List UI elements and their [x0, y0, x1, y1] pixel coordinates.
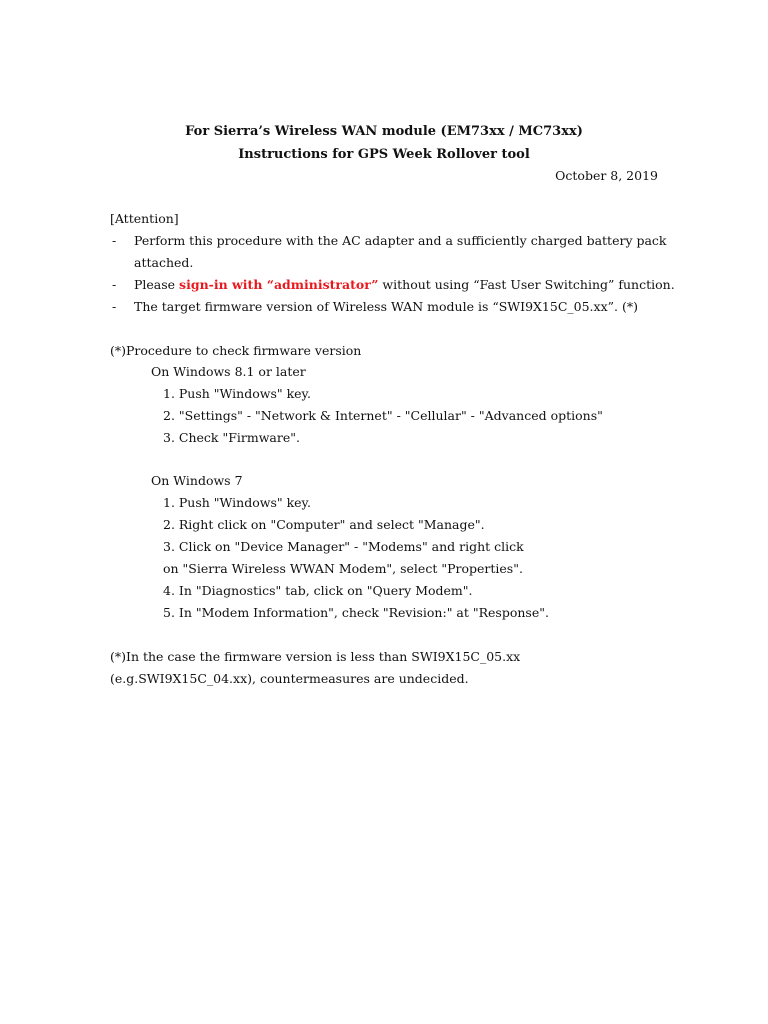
- win81-step-3: 3. Check "Firmware".: [163, 430, 300, 445]
- footnote-line-1: (*)In the case the firmware version is less than SWI9X15C_05.xx: [110, 649, 521, 664]
- item-2-suffix: without using “Fast User Switching” function.: [378, 277, 675, 292]
- attention-item-2-text: [134, 276, 675, 294]
- win7-step-1: 1. Push "Windows" key.: [163, 495, 311, 510]
- bullet-mark: -: [112, 277, 117, 292]
- attention-heading: [Attention]: [110, 211, 179, 226]
- win81-step-1: 1. Push "Windows" key.: [163, 386, 311, 401]
- attention-item-3-text: The target firmware version of Wireless WAN module is “SWI9X15C_05.xx”. (*): [134, 299, 638, 314]
- attention-item-3: [0, 298, 768, 316]
- attention-item-2: [0, 276, 768, 294]
- win7-label: On Windows 7: [151, 473, 243, 488]
- win7-step-4: 4. In "Diagnostics" tab, click on "Query Modem".: [163, 583, 473, 598]
- admin-signin-highlight: sign-in with “administrator”: [179, 277, 379, 292]
- bullet-mark: -: [112, 233, 117, 248]
- procedure-heading: (*)Procedure to check firmware version: [110, 343, 362, 358]
- attention-item-1-text: Perform this procedure with the AC adapter and a sufficiently charged battery pack: [134, 233, 667, 248]
- win7-step-3-continued: on "Sierra Wireless WWAN Modem", select "Properties".: [163, 561, 523, 576]
- win81-step-2: 2. "Settings" - "Network & Internet" - "Cellular" - "Advanced options": [163, 408, 603, 423]
- bullet-mark: -: [112, 299, 117, 314]
- attention-item-1-continued: attached.: [134, 255, 194, 270]
- win7-step-3: 3. Click on "Device Manager" - "Modems" and right click: [163, 539, 524, 554]
- item-2-prefix: Please: [134, 277, 180, 292]
- document-title: For Sierra’s Wireless WAN module (EM73xx / MC73xx): [185, 124, 583, 139]
- document-subtitle: Instructions for GPS Week Rollover tool: [238, 147, 530, 162]
- attention-item-1: [0, 232, 768, 250]
- win7-step-2: 2. Right click on "Computer" and select "Manage".: [163, 517, 485, 532]
- win81-label: On Windows 8.1 or later: [151, 364, 306, 379]
- document-date: October 8, 2019: [555, 168, 658, 183]
- win7-step-5: 5. In "Modem Information", check "Revision:" at "Response".: [163, 605, 549, 620]
- footnote-line-2: (e.g.SWI9X15C_04.xx), countermeasures are undecided.: [110, 671, 469, 686]
